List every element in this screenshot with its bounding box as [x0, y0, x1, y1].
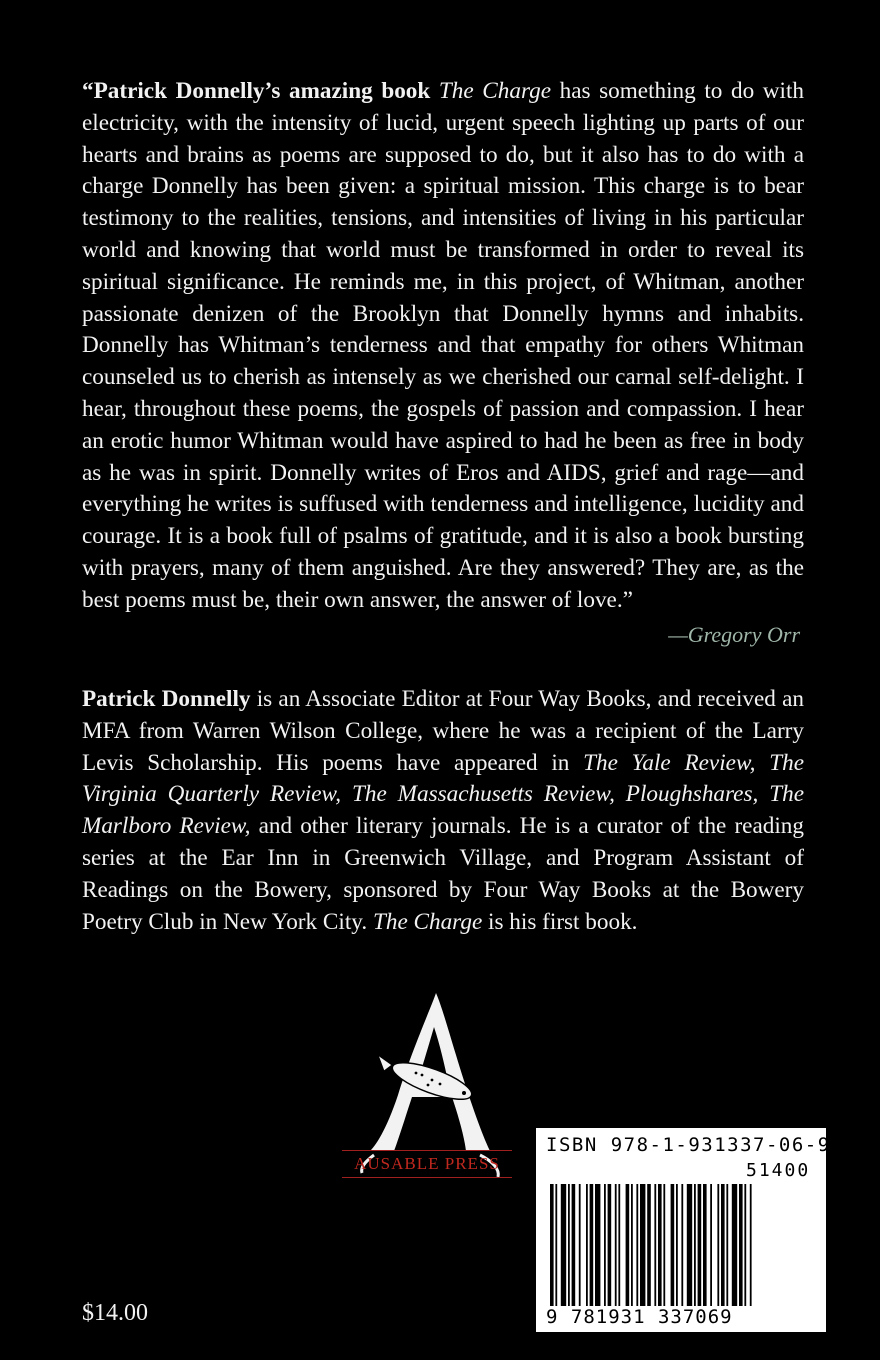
blurb-lead: “Patrick Donnelly’s amazing book	[82, 78, 439, 104]
blurb-book-title: The Charge	[438, 78, 551, 104]
barcode-digits: 9 781931 337069	[546, 1306, 733, 1328]
author-name: Patrick Donnelly	[82, 686, 251, 712]
barcode-icon	[550, 1184, 812, 1306]
isbn-number: ISBN 978-1-931337-06-9	[546, 1134, 831, 1156]
blurb-attribution: —Gregory Orr	[668, 622, 800, 647]
bio-text-2: and other literary journals. He is a curator of the reading series at the Ear Inn in Greenwich Village, and Program Assistant of Readings on the Bowery, sponsored by Four Way Books at the Bowery Poetry Club in New York City.	[82, 813, 804, 935]
author-bio	[82, 684, 804, 938]
bio-text-3: is his first book.	[482, 908, 638, 935]
isbn-barcode	[536, 1128, 831, 1332]
publisher-name: AUSABLE PRESS	[342, 1150, 512, 1178]
blurb-body: has something to do with electricity, with the intensity of lucid, urgent speech lighting up parts of our hearts and brains as poems are supposed to do, but it also has to do with a charge Donnelly has been given: a spiritual mission. This charge is to bear testimony to the realities, tensions, and intensities of living in his particular world and knowing that world must be transformed in order to reveal its spiritual significance. He reminds me, in this project, of Whitman, another passionate denizen of the Brooklyn that Donnelly hymns and inhabits. Donnelly has Whitman’s tenderness and that empathy for others Whitman counseled us to cherish as intensely as we cherished our carnal self-delight. I hear, throughout these poems, the gospels of passion and compassion. I hear an erotic humor Whitman would have aspired to had he been as free in body as he was in spirit. Donnelly writes of Eros and AIDS, grief and rage—and everything he writes is suffused with tenderness and intelligence, lucidity and courage. It is a book full of psalms of gratitude, and it is also a book bursting with prayers, many of them anguished. Are they answered? They are, as the best poems must be, their own answer, the answer of love.”	[82, 78, 804, 613]
price-label: $14.00	[82, 1300, 148, 1326]
bio-journals: The Yale Review, The Virginia Quarterly Review, The Massachusetts Review, Ploughshares, The Marlboro Review,	[82, 749, 804, 840]
bio-book-title: The Charge	[372, 908, 483, 935]
bio-text-1: is an Associate Editor at Four Way Books, and received an MFA from Warren Wilson College, where he was a recipient of the Larry Levis Scholarship. His poems have appeared in	[82, 686, 804, 776]
endorsement-blurb	[82, 76, 804, 617]
price-code: 51400	[746, 1160, 811, 1181]
